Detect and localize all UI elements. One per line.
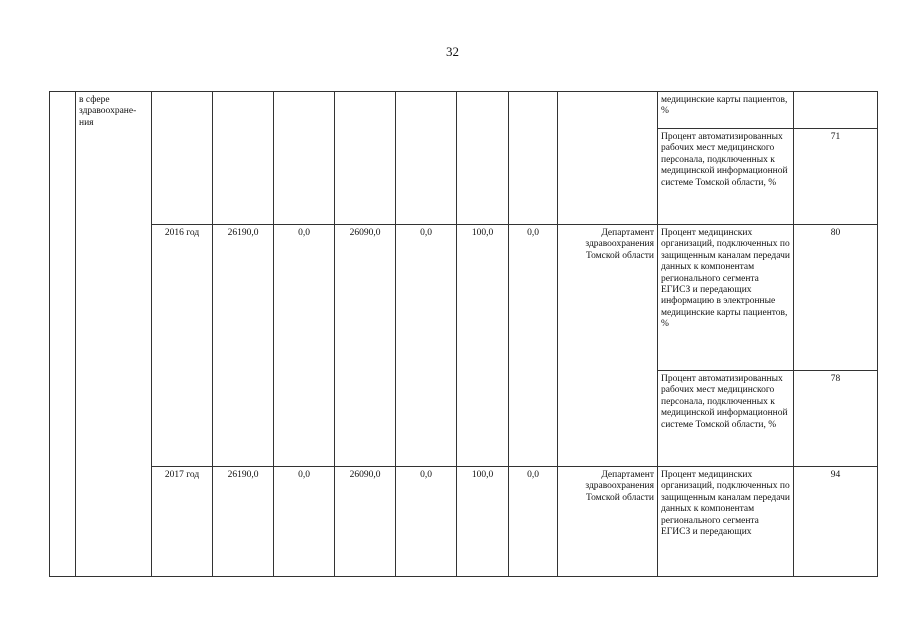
- value-cell: 100,0: [457, 467, 509, 577]
- value-cell: [274, 92, 335, 225]
- value-cell: 0,0: [396, 467, 457, 577]
- total-cell: 26190,0: [213, 225, 274, 467]
- indicator-value-cell: 71: [794, 129, 878, 225]
- dept-cell: Департамент здравоохранения Томской области: [558, 467, 658, 577]
- dept-cell: Департамент здравоохранения Томской области: [558, 225, 658, 467]
- value-cell: 0,0: [274, 225, 335, 467]
- value-cell: 0,0: [509, 225, 558, 467]
- value-cell: [335, 92, 396, 225]
- total-cell: [213, 92, 274, 225]
- indicator-value-cell: [794, 92, 878, 129]
- table-row: [50, 467, 878, 577]
- indicator-value-cell: 80: [794, 225, 878, 371]
- indicator-cell: Процент медицинских организаций, подключенных по защищенным каналам передачи данных к компонентам регионального сегмента ЕГИСЗ и передающих информацию в электронные медицинские карты пациентов, %: [658, 225, 794, 371]
- value-cell: 26090,0: [335, 225, 396, 467]
- page-number: 32: [446, 44, 459, 59]
- indicator-cell: Процент автоматизированных рабочих мест медицинского персонала, подключенных к медицинской информационной системе Томской области, %: [658, 129, 794, 225]
- program-table: [49, 91, 878, 577]
- value-cell: [457, 92, 509, 225]
- value-cell: 26090,0: [335, 467, 396, 577]
- indicator-cell: медицинские карты пациентов, %: [658, 92, 794, 129]
- year-cell: [152, 92, 213, 225]
- value-cell: 0,0: [396, 225, 457, 467]
- dept-cell: [558, 92, 658, 225]
- table-row: [50, 225, 878, 371]
- year-cell: 2017 год: [152, 467, 213, 577]
- table-row: [50, 92, 878, 129]
- value-cell: 0,0: [274, 467, 335, 577]
- value-cell: [396, 92, 457, 225]
- value-cell: 100,0: [457, 225, 509, 467]
- value-cell: 0,0: [509, 467, 558, 577]
- indicator-value-cell: 78: [794, 371, 878, 467]
- year-cell: 2016 год: [152, 225, 213, 467]
- value-cell: [509, 92, 558, 225]
- number-cell: [50, 92, 76, 577]
- indicator-cell: Процент медицинских организаций, подключенных по защищенным каналам передачи данных к компонентам регионального сегмента ЕГИСЗ и передающих: [658, 467, 794, 577]
- indicator-value-cell: 94: [794, 467, 878, 577]
- indicator-cell: Процент автоматизированных рабочих мест медицинского персонала, подключенных к медицинской информационной системе Томской области, %: [658, 371, 794, 467]
- total-cell: 26190,0: [213, 467, 274, 577]
- sphere-cell: в сфере здравоохране-ния: [76, 92, 152, 577]
